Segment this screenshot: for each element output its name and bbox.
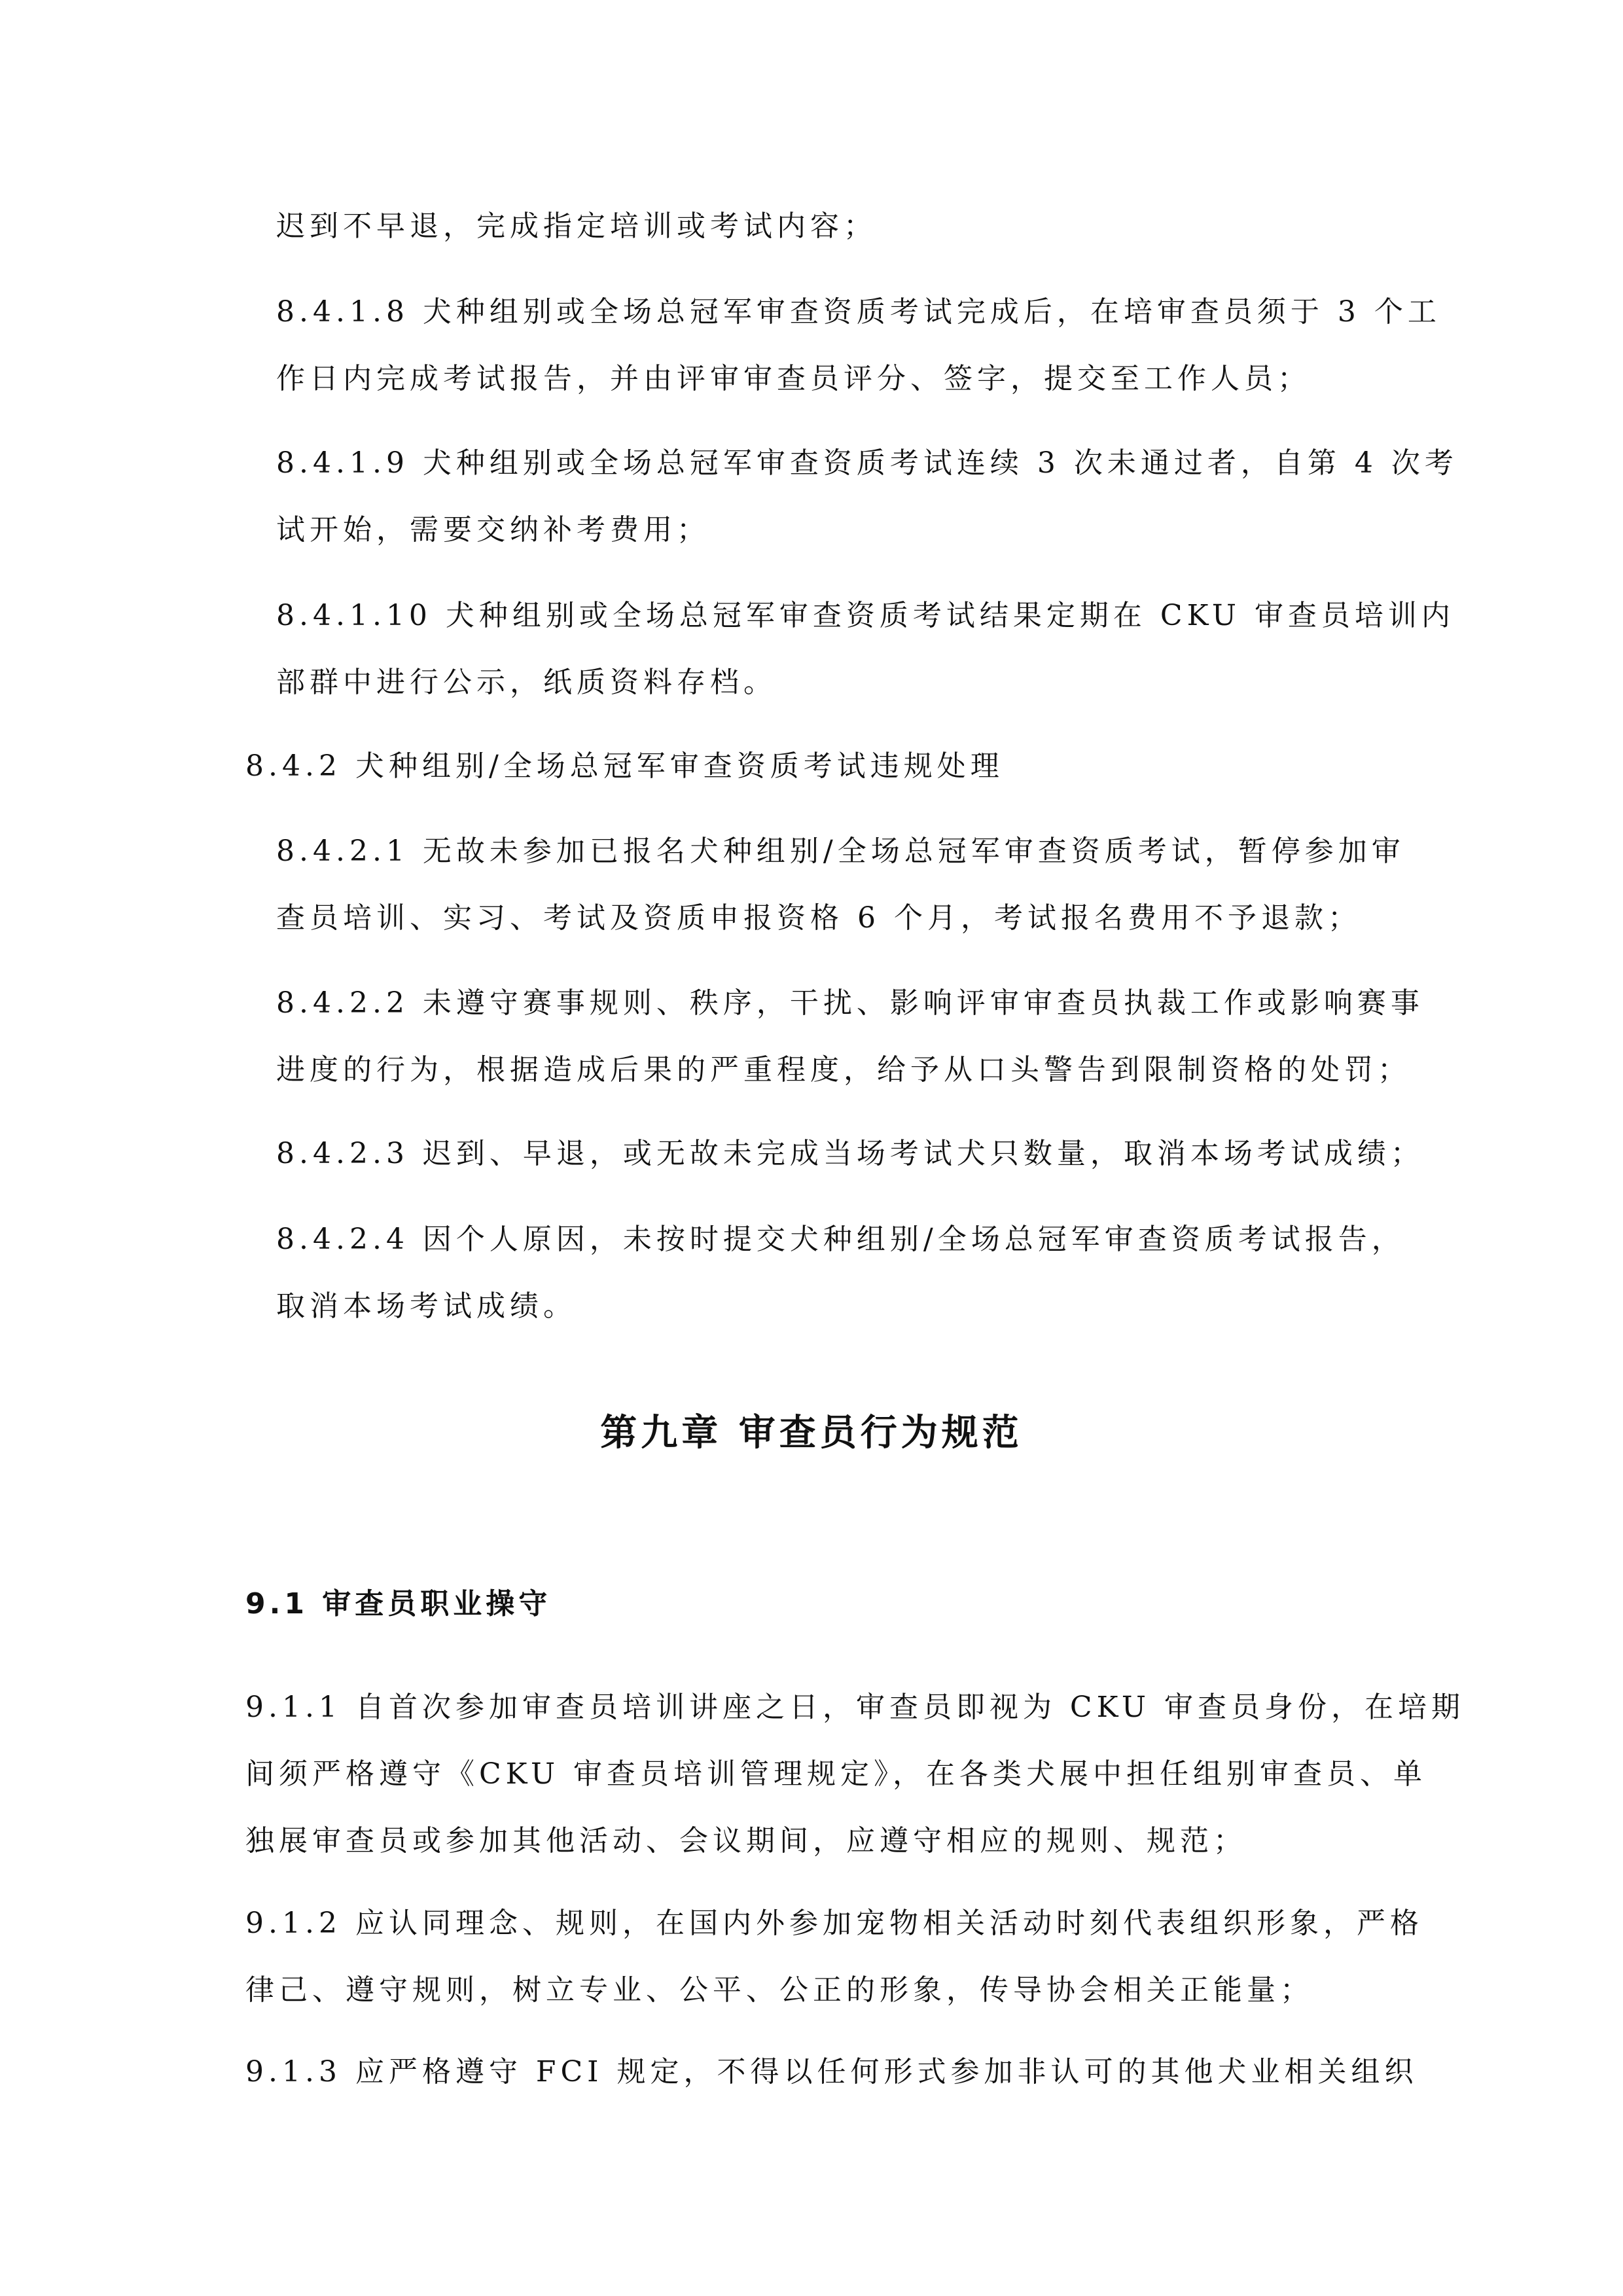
- text-line: 独展审查员或参加其他活动、会议期间，应遵守相应的规则、规范；: [245, 1824, 1247, 1857]
- text-line: 9.1.3 应严格遵守 FCI 规定，不得以任何形式参加非认可的其他犬业相关组织: [245, 2055, 1418, 2089]
- paragraph: [276, 818, 1405, 952]
- text-line: 部群中进行公示，纸质资料存档。: [276, 666, 777, 699]
- text-line: 9.1.1 自首次参加审查员培训讲座之日，审查员即视为 CKU 审查员身份，在培期: [245, 1691, 1465, 1724]
- text-line: 8.4.1.8 犬种组别或全场总冠军审查资质考试完成后，在培审查员须于 3 个工: [276, 295, 1441, 329]
- paragraph: [276, 583, 1455, 716]
- text-line: 取消本场考试成绩。: [276, 1289, 577, 1323]
- text-line: 试开始，需要交纳补考费用；: [276, 513, 710, 547]
- text-line: 8.4.1.9 犬种组别或全场总冠军审查资质考试连续 3 次未通过者，自第 4 次考: [276, 446, 1458, 480]
- text-line: 8.4.2 犬种组别/全场总冠军审查资质考试违规处理: [245, 749, 1004, 783]
- paragraph: [276, 970, 1424, 1103]
- section-title: 9.1 审查员职业操守: [245, 1587, 552, 1621]
- paragraph: [276, 1121, 1424, 1187]
- text-line: 8.4.1.10 犬种组别或全场总冠军审查资质考试结果定期在 CKU 审查员培训内: [276, 599, 1455, 632]
- text-line: 间须严格遵守《CKU 审查员培训管理规定》，在各类犬展中担任组别审查员、单: [245, 1757, 1427, 1791]
- paragraph: [245, 1890, 1423, 2024]
- text-line: 8.4.2.3 迟到、早退，或无故未完成当场考试犬只数量，取消本场考试成绩；: [276, 1137, 1424, 1170]
- paragraph: [245, 2039, 1418, 2106]
- paragraph: [276, 193, 877, 260]
- text-line: 8.4.2.2 未遵守赛事规则、秩序，干扰、影响评审审查员执裁工作或影响赛事: [276, 986, 1424, 1020]
- text-line: 9.1.2 应认同理念、规则，在国内外参加宠物相关活动时刻代表组织形象，严格: [245, 1907, 1423, 1940]
- text-line: 8.4.2.1 无故未参加已报名犬种组别/全场总冠军审查资质考试，暂停参加审: [276, 834, 1405, 868]
- paragraph: [245, 1674, 1465, 1874]
- paragraph: [276, 279, 1441, 412]
- text-line: 律己、遵守规则，树立专业、公平、公正的形象，传导协会相关正能量；: [245, 1973, 1313, 2007]
- text-line: 查员培训、实习、考试及资质申报资格 6 个月，考试报名费用不予退款；: [276, 901, 1361, 935]
- text-line: 8.4.2.4 因个人原因，未按时提交犬种组别/全场总冠军审查资质考试报告，: [276, 1223, 1405, 1256]
- paragraph: [276, 1206, 1405, 1340]
- paragraph: [276, 430, 1458, 564]
- chapter-title: 第九章 审查员行为规范: [600, 1412, 1023, 1454]
- text-line: 进度的行为，根据造成后果的严重程度，给予从口头警告到限制资格的处罚；: [276, 1053, 1411, 1086]
- text-line: 作日内完成考试报告，并由评审审查员评分、签字，提交至工作人员；: [276, 362, 1311, 395]
- subsection-heading: [245, 733, 1004, 800]
- text-line: 迟到不早退，完成指定培训或考试内容；: [276, 209, 877, 243]
